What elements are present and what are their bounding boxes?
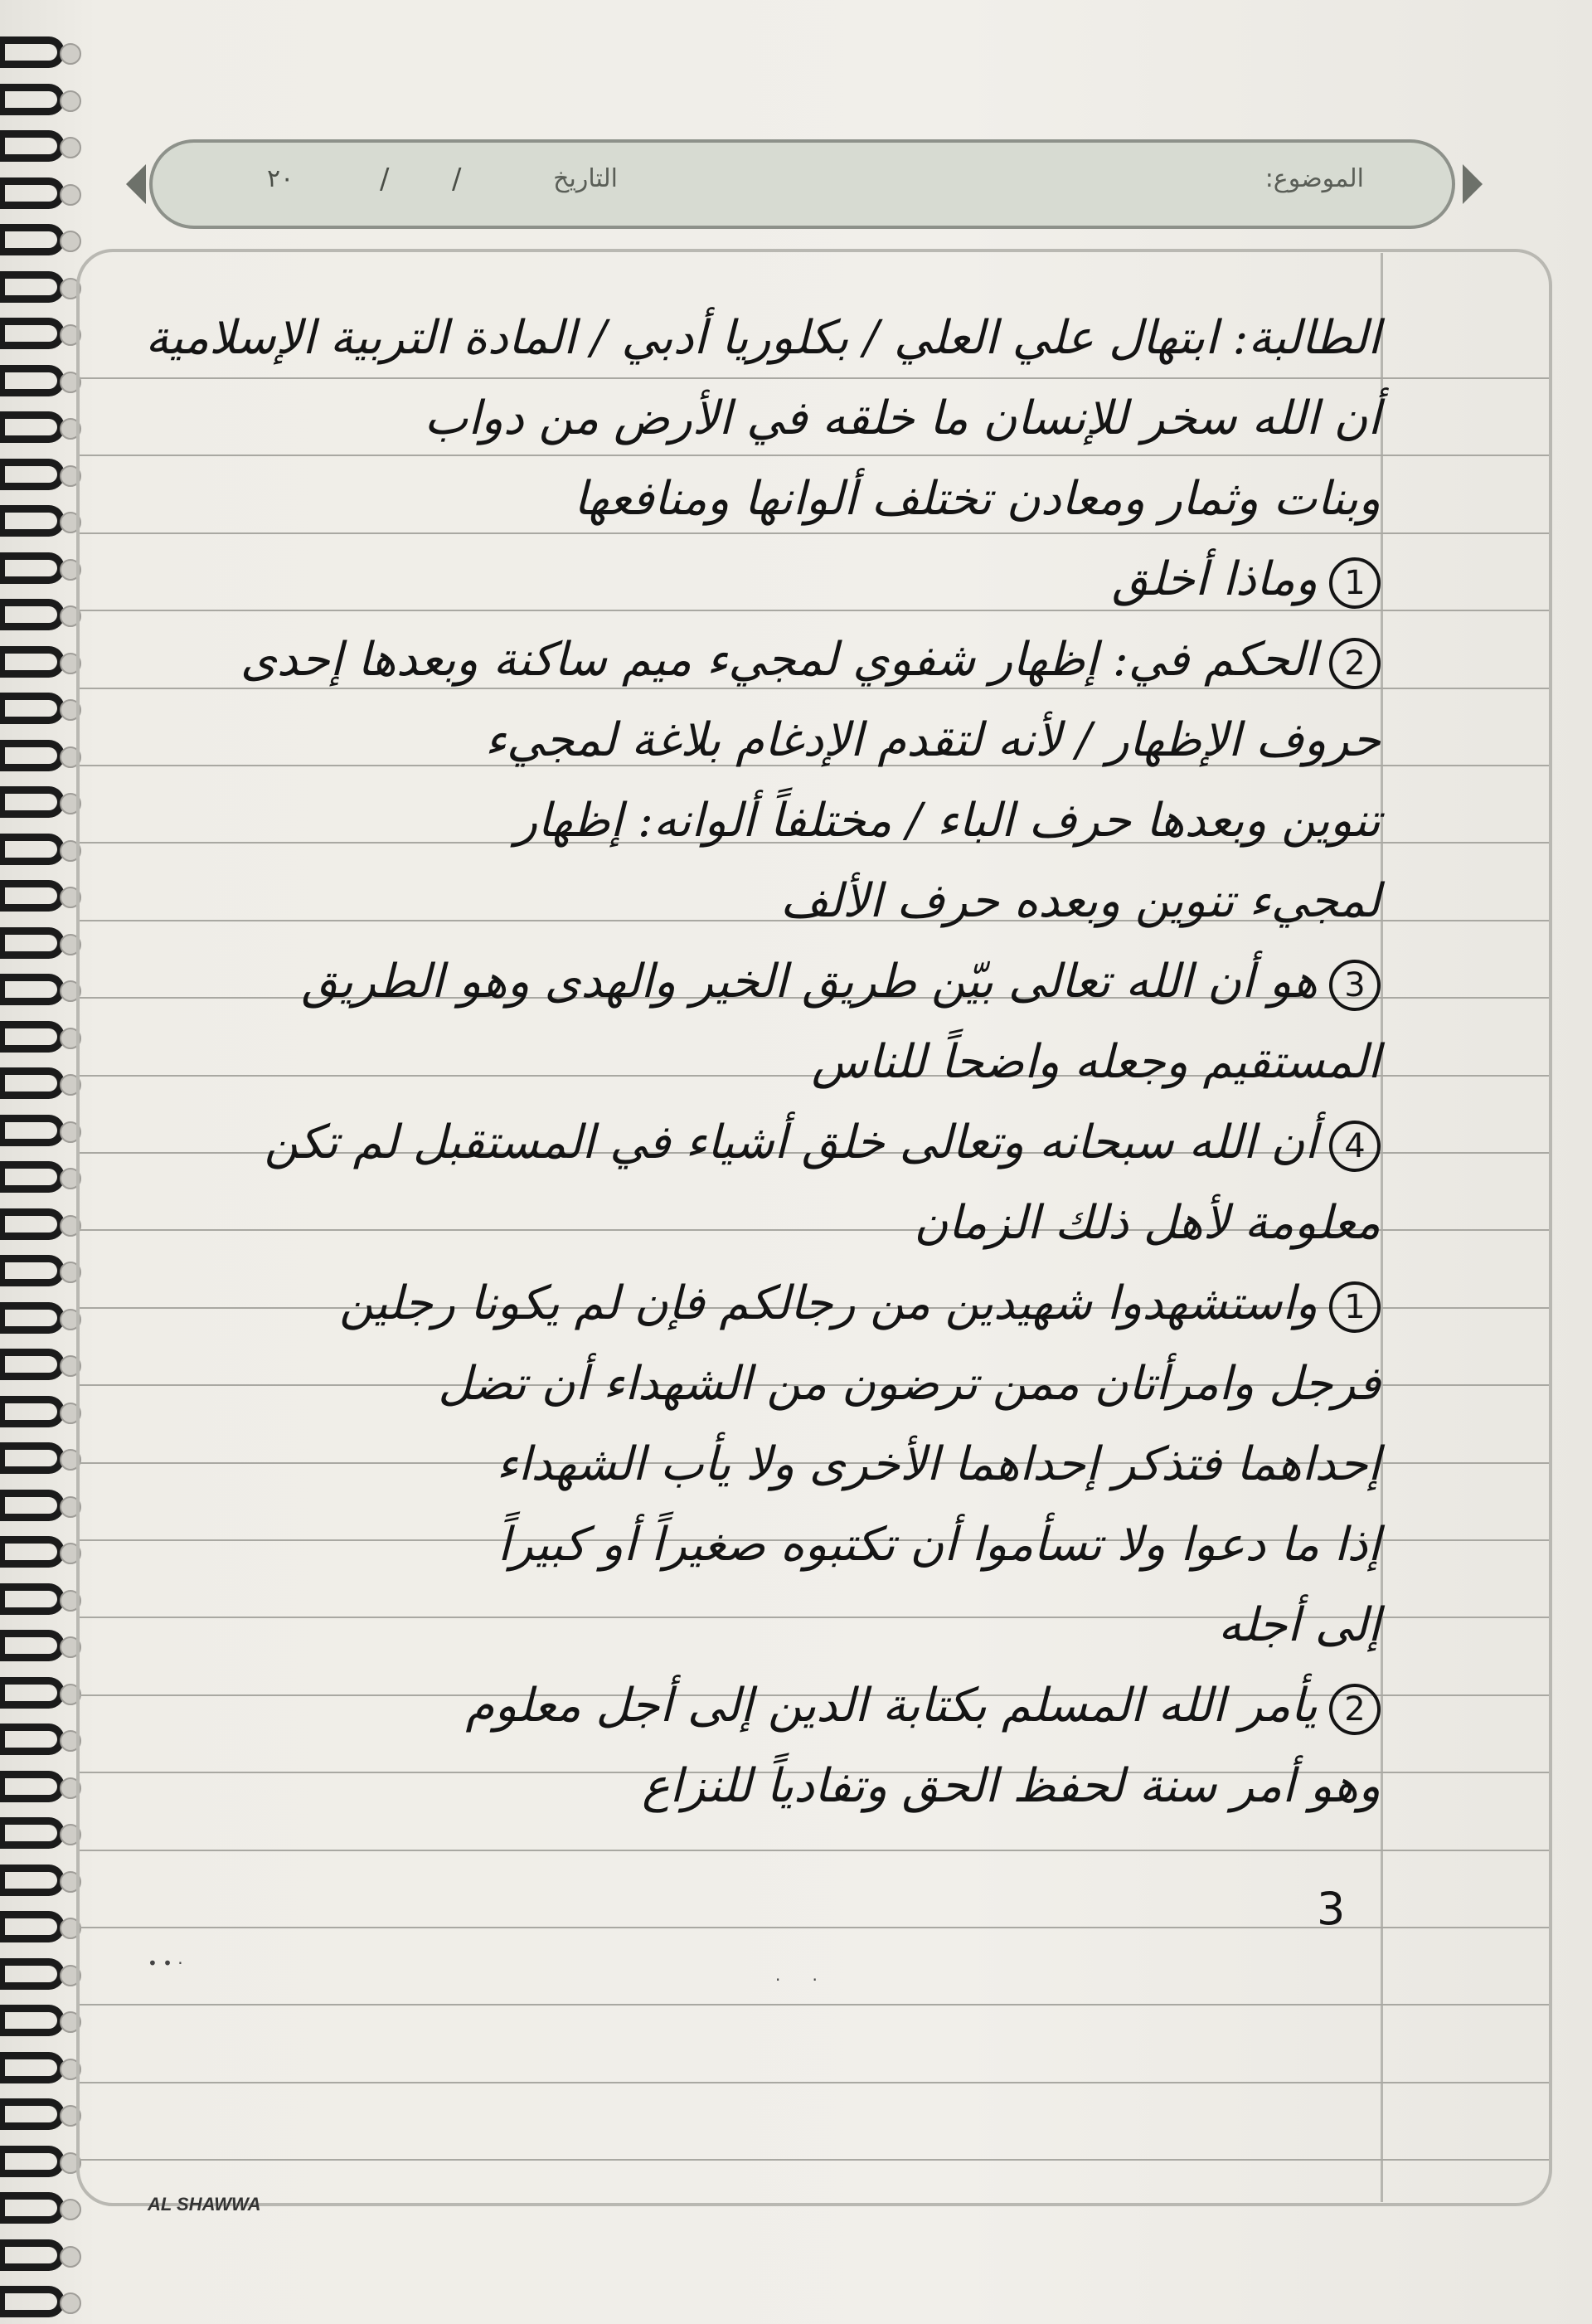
spiral-ring	[0, 1349, 65, 1380]
spiral-ring	[0, 271, 65, 303]
ruled-line	[80, 2082, 1549, 2083]
spiral-ring	[0, 693, 65, 724]
handwritten-text: أن الله سبحانه وتعالى خلق أشياء في المستقبل لم تكن	[264, 1116, 1318, 1169]
handwritten-text: وماذا أخلق	[1112, 552, 1318, 606]
topic-label: الموضوع:	[1264, 164, 1364, 193]
page-number: 3	[1317, 1883, 1346, 1935]
handwritten-text: الحكم في: إظهار شفوي لمجيء ميم ساكنة وبعدها إحدى	[240, 633, 1318, 687]
spiral-ring	[0, 786, 65, 818]
spiral-ring	[0, 1115, 65, 1146]
handwritten-line	[145, 311, 1381, 365]
handwritten-line	[1112, 552, 1381, 609]
handwritten-line	[642, 1759, 1381, 1813]
spiral-ring	[0, 880, 65, 912]
handwritten-text: فرجل وامرأتان ممن ترضون من الشهداء أن تضل	[438, 1357, 1381, 1411]
punch-hole	[60, 184, 81, 206]
spiral-ring	[0, 459, 65, 490]
spiral-ring	[0, 177, 65, 209]
spiral-ring	[0, 36, 65, 68]
punch-hole	[60, 2292, 81, 2314]
answer-number-circle: 2	[1329, 638, 1381, 689]
spiral-ring	[0, 740, 65, 771]
spiral-ring	[0, 2146, 65, 2177]
ruled-line	[80, 610, 1549, 611]
spiral-ring	[0, 2098, 65, 2130]
punch-hole	[60, 2246, 81, 2268]
spiral-ring	[0, 1630, 65, 1661]
punch-hole	[60, 231, 81, 252]
spiral-ring	[0, 1583, 65, 1615]
handwritten-text: واستشهدوا شهيدين من رجالكم فإن لم يكونا رجلين	[339, 1276, 1318, 1330]
handwritten-line	[301, 955, 1381, 1011]
handwritten-line	[424, 391, 1381, 445]
handwritten-text: وهو أمر سنة لحفظ الحق وتفادياً للنزاع	[642, 1759, 1381, 1813]
handwritten-line	[496, 1437, 1381, 1491]
spiral-ring	[0, 1161, 65, 1193]
spiral-ring	[0, 2005, 65, 2036]
handwritten-text: إحداهما فتذكر إحداهما الأخرى ولا يأب الشهداء	[496, 1437, 1381, 1491]
ruled-line	[80, 2159, 1549, 2161]
spiral-ring	[0, 84, 65, 115]
answer-number-circle: 1	[1329, 1281, 1381, 1333]
handwritten-line	[465, 1679, 1381, 1735]
spiral-ring	[0, 318, 65, 349]
handwritten-line	[484, 713, 1381, 767]
answer-number-circle: 3	[1329, 960, 1381, 1011]
handwritten-line	[780, 874, 1381, 928]
answer-number-circle: 4	[1329, 1121, 1381, 1172]
ruled-line	[80, 532, 1549, 534]
handwritten-line	[1218, 1598, 1381, 1652]
handwritten-line	[240, 633, 1381, 689]
spiral-ring	[0, 1724, 65, 1755]
spiral-ring	[0, 1817, 65, 1849]
handwritten-text: حروف الإظهار / لأنه لتقدم الإدغام بلاغة لمجيء	[484, 713, 1381, 767]
banner-right-cap	[1463, 164, 1483, 204]
date-slash: /	[452, 163, 462, 196]
spiral-ring	[0, 1865, 65, 1896]
answer-number-circle: 2	[1329, 1684, 1381, 1735]
punch-hole	[60, 137, 81, 158]
ruled-line	[80, 1850, 1549, 1851]
spiral-ring	[0, 365, 65, 396]
spiral-ring	[0, 1255, 65, 1286]
spiral-ring	[0, 2286, 65, 2317]
banner-left-cap	[126, 164, 146, 204]
spiral-ring	[0, 2192, 65, 2224]
spiral-ring	[0, 599, 65, 630]
spiral-ring	[0, 1771, 65, 1802]
spiral-ring	[0, 2239, 65, 2271]
handwritten-line	[914, 1196, 1381, 1250]
date-label: التاريخ	[553, 164, 618, 193]
punch-hole	[60, 2199, 81, 2220]
handwritten-line	[264, 1116, 1381, 1172]
handwritten-line	[438, 1357, 1381, 1411]
spiral-ring	[0, 505, 65, 537]
spiral-ring	[0, 1442, 65, 1474]
spiral-ring	[0, 1536, 65, 1568]
spiral-ring	[0, 552, 65, 584]
spiral-ring	[0, 1302, 65, 1334]
spiral-ring	[0, 927, 65, 959]
spiral-ring	[0, 1958, 65, 1990]
spiral-ring	[0, 1677, 65, 1709]
handwritten-text: إذا ما دعوا ولا تسأموا أن تكتبوه صغيراً أو كبيراً	[498, 1518, 1381, 1572]
spiral-ring	[0, 834, 65, 865]
spiral-ring	[0, 224, 65, 255]
handwritten-text: إلى أجله	[1218, 1598, 1381, 1652]
spiral-ring	[0, 411, 65, 443]
handwritten-text: هو أن الله تعالى بيّن طريق الخير والهدى وهو الطريق	[301, 955, 1318, 1009]
spiral-ring	[0, 1396, 65, 1427]
spiral-ring	[0, 1067, 65, 1099]
handwritten-line	[574, 472, 1381, 526]
handwritten-text: أن الله سخر للإنسان ما خلقه في الأرض من دواب	[424, 391, 1381, 445]
handwritten-line	[339, 1276, 1381, 1333]
handwritten-line	[515, 794, 1381, 848]
handwritten-text: تنوين وبعدها حرف الباء / مختلفاً ألوانه: إظهار	[515, 794, 1381, 848]
handwritten-line	[498, 1518, 1381, 1572]
handwritten-text: الطالبة: ابتهال علي العلي / بكلوريا أدبي / المادة التربية الإسلامية	[145, 311, 1381, 365]
handwritten-text: المستقيم وجعله واضحاً للناس	[811, 1035, 1381, 1089]
spiral-ring	[0, 974, 65, 1005]
date-slash: /	[380, 163, 390, 196]
handwritten-text: معلومة لأهل ذلك الزمان	[914, 1196, 1381, 1250]
handwritten-text: لمجيء تنوين وبعده حرف الألف	[780, 874, 1381, 928]
handwritten-line	[811, 1035, 1381, 1089]
spiral-ring	[0, 1208, 65, 1240]
handwritten-text: وبنات وثمار ومعادن تختلف ألوانها ومنافعها	[574, 472, 1381, 526]
spiral-ring	[0, 1911, 65, 1942]
margin-line	[1381, 253, 1383, 2202]
notebook-brand: AL SHAWWA	[148, 2194, 261, 2215]
date-year: ٢٠	[267, 164, 294, 193]
handwritten-text: يأمر الله المسلم بكتابة الدين إلى أجل معلوم	[465, 1679, 1318, 1733]
spiral-ring	[0, 130, 65, 162]
punch-hole	[60, 90, 81, 112]
spiral-ring	[0, 1021, 65, 1053]
ruled-line	[80, 2004, 1549, 2006]
header-banner	[149, 139, 1455, 229]
ruled-line	[80, 455, 1549, 456]
spiral-ring	[0, 1490, 65, 1521]
pencil-dots: · ·	[775, 1970, 818, 1990]
ruled-line	[80, 377, 1549, 379]
spiral-binding	[0, 25, 75, 2314]
spiral-ring	[0, 646, 65, 678]
pencil-dots: • • ·	[148, 1953, 183, 1973]
answer-number-circle: 1	[1329, 557, 1381, 609]
punch-hole	[60, 43, 81, 65]
spiral-ring	[0, 2052, 65, 2083]
